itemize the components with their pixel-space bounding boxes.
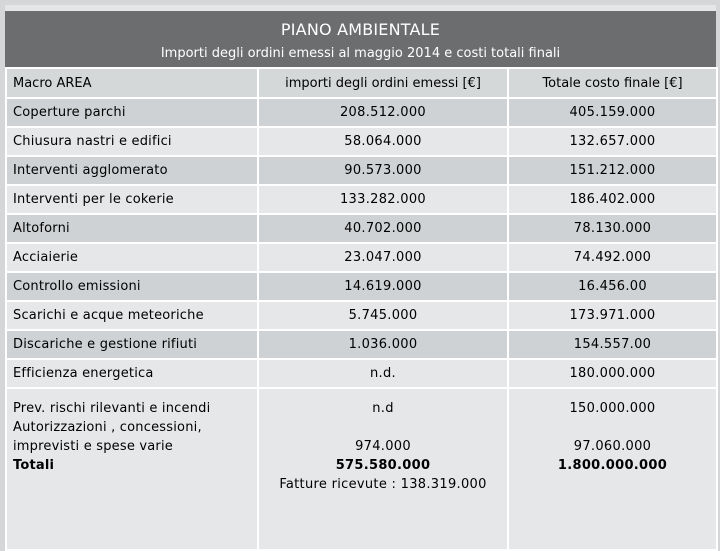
totals-label: Totali [13, 458, 55, 473]
value-prev-total: 150.000.000 [569, 401, 656, 416]
final-orders-cell [258, 388, 508, 550]
column-header-total: Totale costo finale [€] [508, 68, 717, 98]
final-labels-cell [6, 388, 258, 550]
page-subtitle: Importi degli ordini emessi al maggio 2014 e costi totali finali [160, 46, 561, 61]
table-row [6, 243, 717, 272]
cell-orders: 1.036.000 [258, 330, 508, 359]
cell-orders: 40.702.000 [258, 214, 508, 243]
cell-total: 74.492.000 [508, 243, 717, 272]
table-row [6, 98, 717, 127]
cell-area: Acciaierie [6, 243, 258, 272]
table-row [6, 185, 717, 214]
invoices-received: Fatture ricevute : 138.319.000 [279, 477, 487, 492]
label-line: imprevisti e spese varie [13, 439, 173, 454]
cell-orders: 5.745.000 [258, 301, 508, 330]
cell-total: 78.130.000 [508, 214, 717, 243]
cell-orders: 23.047.000 [258, 243, 508, 272]
cell-orders: n.d. [258, 359, 508, 388]
cell-orders: 14.619.000 [258, 272, 508, 301]
cell-area: Efficienza energetica [6, 359, 258, 388]
table-row [6, 156, 717, 185]
table-row [6, 272, 717, 301]
table-row [6, 330, 717, 359]
cell-orders: 58.064.000 [258, 127, 508, 156]
cell-area: Altoforni [6, 214, 258, 243]
slide [5, 5, 716, 535]
cost-table [5, 67, 718, 551]
cell-total: 186.402.000 [508, 185, 717, 214]
cell-orders: 208.512.000 [258, 98, 508, 127]
column-header-orders: importi degli ordini emessi [€] [258, 68, 508, 98]
final-total-cell [508, 388, 717, 550]
cell-total: 151.212.000 [508, 156, 717, 185]
title-bar [5, 11, 716, 67]
cell-area: Chiusura nastri e edifici [6, 127, 258, 156]
cell-area: Controllo emissioni [6, 272, 258, 301]
cell-total: 132.657.000 [508, 127, 717, 156]
value-other-orders: 974.000 [355, 439, 411, 454]
table-row [6, 214, 717, 243]
value-other-total: 97.060.000 [573, 439, 652, 454]
cell-total: 173.971.000 [508, 301, 717, 330]
cell-area: Interventi per le cokerie [6, 185, 258, 214]
cell-total: 16.456.00 [508, 272, 717, 301]
cell-area: Coperture parchi [6, 98, 258, 127]
cell-total: 154.557.00 [508, 330, 717, 359]
label-line: Prev. rischi rilevanti e incendi [13, 401, 211, 416]
column-header-area: Macro AREA [6, 68, 258, 98]
cell-total: 405.159.000 [508, 98, 717, 127]
cell-area: Discariche e gestione rifiuti [6, 330, 258, 359]
total-final-cost: 1.800.000.000 [557, 458, 668, 473]
table-row [6, 127, 717, 156]
table-header-row [6, 68, 717, 98]
value-prev-orders: n.d [372, 401, 394, 416]
cell-area: Scarichi e acque meteoriche [6, 301, 258, 330]
table-row [6, 301, 717, 330]
cell-area: Interventi agglomerato [6, 156, 258, 185]
page-title: PIANO AMBIENTALE [280, 20, 441, 39]
cell-orders: 133.282.000 [258, 185, 508, 214]
label-line: Autorizzazioni , concessioni, [13, 420, 202, 435]
table-row-final [6, 388, 717, 550]
cell-orders: 90.573.000 [258, 156, 508, 185]
table-row [6, 359, 717, 388]
cell-total: 180.000.000 [508, 359, 717, 388]
total-orders: 575.580.000 [335, 458, 431, 473]
